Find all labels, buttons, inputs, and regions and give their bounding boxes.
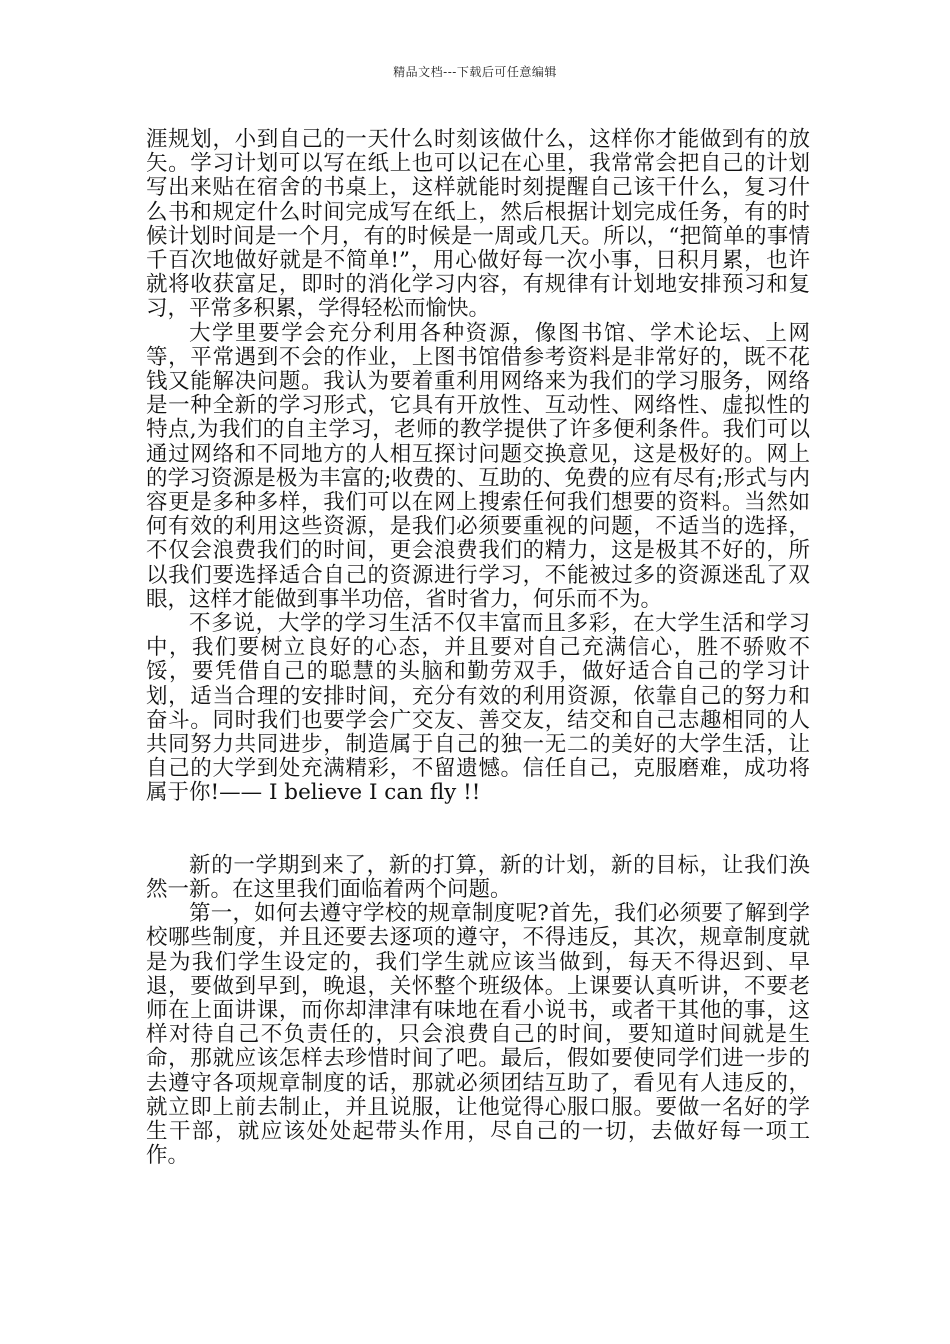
paragraph-study-plan: 涯规划，小到自己的一天什么时刻该做什么，这样你才能做到有的放矢。学习计划可以写在纸上也可以记在心里，我常常会把自己的计划写出来贴在宿舍的书桌上，这样就能时刻提醒自己该干什么，复习什么书和规定什么时间完成写在纸上，然后根据计划完成任务，有的时候计划时间是一个月，有的时候是一周或几天。所以，“把简单的事情千百次地做好就是不简单!”，用心做好每一次小事，日积月累，也许就将收获富足，即时的消化学习内容，有规律有计划地安排预习和复习，平常多积累，学得轻松而愉快。 — [146, 127, 810, 322]
paragraph-resources: 大学里要学会充分利用各种资源，像图书馆、学术论坛、上网等，平常遇到不会的作业，上图书馆借参考资料是非常好的，既不花钱又能解决问题。我认为要着重利用网络来为我们的学习服务，网络是一种全新的学习形式，它具有开放性、互动性、网络性、虚拟性的特点,为我们的自主学习，老师的教学提供了许多便利条件。我们可以通过网络和不同地方的人相互探讨问题交换意见，这是极好的。网上的学习资源是极为丰富的;收费的、互助的、免费的应有尽有;形式与内容更是多种多样，我们可以在网上搜索任何我们想要的资料。当然如何有效的利用这些资源，是我们必须要重视的问题，不适当的选择，不仅会浪费我们的时间，更会浪费我们的精力，这是极其不好的，所以我们要选择适合自己的资源进行学习，不能被过多的资源迷乱了双眼，这样才能做到事半功倍，省时省力，何乐而不为。 — [146, 320, 810, 612]
paragraph-school-rules: 第一，如何去遵守学校的规章制度呢?首先，我们必须要了解到学校哪些制度，并且还要去逐项的遵守，不得违反，其次，规章制度就是为我们学生设定的，我们学生就应该当做到，每天不得迟到、早退，要做到早到，晚退，关怀整个班级体。上课要认真听讲，不要老师在上面讲课，而你却津津有味地在看小说书，或者干其他的事，这样对待自己不负责任的，只会浪费自己的时间，要知道时间就是生命，那就应该怎样去珍惜时间了吧。最后，假如要使同学们进一步的去遵守各项规章制度的话，那就必须团结互助了，看见有人违反的，就立即上前去制止，并且说服，让他觉得心服口服。要做一名好的学生干部，就应该处处起带头作用，尽自己的一切，去做好每一项工作。 — [146, 901, 810, 1169]
paragraph-conclusion: 不多说，大学的学习生活不仅丰富而且多彩，在大学生活和学习中，我们要树立良好的心态，并且要对自己充满信心，胜不骄败不馁，要凭借自己的聪慧的头脑和勤劳双手，做好适合自己的学习计划，适当合理的安排时间，充分有效的利用资源，依靠自己的努力和奋斗。同时我们也要学会广交友、善交友，结交和自己志趣相同的人共同努力共同进步，制造属于自己的独一无二的美好的大学生活，让自己的大学到处充满精彩，不留遗憾。信任自己，克服磨难，成功将属于你!—— I believe I can fly !! — [146, 611, 810, 806]
section-gap — [146, 806, 810, 854]
document-body — [146, 128, 810, 1168]
page-header: 精品文档---下载后可任意编辑 — [393, 65, 557, 79]
paragraph-new-semester: 新的一学期到来了，新的打算，新的计划，新的目标，让我们涣然一新。在这里我们面临着两个问题。 — [146, 852, 810, 902]
